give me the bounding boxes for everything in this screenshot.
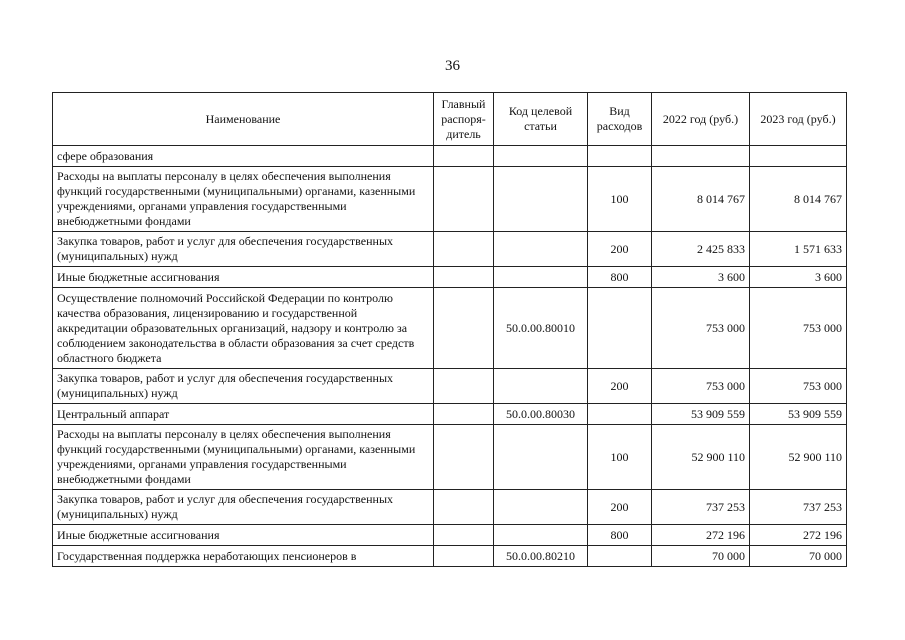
cell-name: Расходы на выплаты персоналу в целях обеспечения выполнения функций государственными (муниципальными) органами, казенными учреждениями, органами управления государственными внебюджетными фондами <box>53 425 434 490</box>
cell-code: 50.0.00.80010 <box>494 288 588 369</box>
cell-code <box>494 490 588 525</box>
cell-2023: 53 909 559 <box>750 404 847 425</box>
cell-admin <box>434 404 494 425</box>
cell-type: 100 <box>588 167 652 232</box>
cell-name: Государственная поддержка неработающих пенсионеров в <box>53 546 434 567</box>
cell-admin <box>434 232 494 267</box>
cell-2023 <box>750 146 847 167</box>
cell-admin <box>434 146 494 167</box>
cell-2023: 753 000 <box>750 288 847 369</box>
cell-name: Расходы на выплаты персоналу в целях обеспечения выполнения функций государственными (муниципальными) органами, казенными учреждениями, органами управления государственными внебюджетными фондами <box>53 167 434 232</box>
cell-2023: 737 253 <box>750 490 847 525</box>
cell-name: Закупка товаров, работ и услуг для обеспечения государственных (муниципальных) нужд <box>53 232 434 267</box>
header-2023: 2023 год (руб.) <box>750 93 847 146</box>
page-number: 36 <box>445 58 460 74</box>
cell-2023: 52 900 110 <box>750 425 847 490</box>
cell-2022: 753 000 <box>652 288 750 369</box>
budget-table <box>52 92 847 567</box>
cell-type: 200 <box>588 490 652 525</box>
cell-code <box>494 525 588 546</box>
cell-2022: 3 600 <box>652 267 750 288</box>
header-type: Вид расходов <box>588 93 652 146</box>
cell-type: 200 <box>588 369 652 404</box>
cell-code: 50.0.00.80210 <box>494 546 588 567</box>
cell-admin <box>434 267 494 288</box>
table-row <box>53 288 847 369</box>
cell-2022: 8 014 767 <box>652 167 750 232</box>
table-row <box>53 267 847 288</box>
table-row <box>53 369 847 404</box>
table-header-row <box>53 93 847 146</box>
cell-2022: 272 196 <box>652 525 750 546</box>
table-row <box>53 232 847 267</box>
table-row <box>53 490 847 525</box>
cell-type: 800 <box>588 525 652 546</box>
cell-type <box>588 546 652 567</box>
cell-2023: 753 000 <box>750 369 847 404</box>
cell-2022 <box>652 146 750 167</box>
table-row <box>53 167 847 232</box>
cell-admin <box>434 546 494 567</box>
header-code: Код целевой статьи <box>494 93 588 146</box>
cell-type <box>588 288 652 369</box>
cell-code <box>494 146 588 167</box>
cell-name: Иные бюджетные ассигнования <box>53 267 434 288</box>
cell-admin <box>434 425 494 490</box>
cell-2022: 737 253 <box>652 490 750 525</box>
cell-name: Осуществление полномочий Российской Федерации по контролю качества образования, лицензированию и государственной аккредитации образовательных организаций, надзору и контролю за соблюдением законодательства в области образования за счет средств областного бюджета <box>53 288 434 369</box>
cell-code: 50.0.00.80030 <box>494 404 588 425</box>
table-row <box>53 404 847 425</box>
cell-2023: 3 600 <box>750 267 847 288</box>
cell-code <box>494 232 588 267</box>
cell-name: Центральный аппарат <box>53 404 434 425</box>
header-name: Наименование <box>53 93 434 146</box>
cell-2022: 70 000 <box>652 546 750 567</box>
cell-type <box>588 146 652 167</box>
cell-code <box>494 167 588 232</box>
cell-2023: 70 000 <box>750 546 847 567</box>
cell-name: Закупка товаров, работ и услуг для обеспечения государственных (муниципальных) нужд <box>53 490 434 525</box>
cell-type: 100 <box>588 425 652 490</box>
cell-code <box>494 425 588 490</box>
cell-code <box>494 369 588 404</box>
table-row <box>53 425 847 490</box>
cell-name: Иные бюджетные ассигнования <box>53 525 434 546</box>
cell-name: Закупка товаров, работ и услуг для обеспечения государственных (муниципальных) нужд <box>53 369 434 404</box>
cell-2022: 2 425 833 <box>652 232 750 267</box>
header-admin: Главный распоря-дитель <box>434 93 494 146</box>
cell-2022: 52 900 110 <box>652 425 750 490</box>
cell-admin <box>434 167 494 232</box>
cell-admin <box>434 288 494 369</box>
header-2022: 2022 год (руб.) <box>652 93 750 146</box>
table-row <box>53 146 847 167</box>
cell-2023: 1 571 633 <box>750 232 847 267</box>
cell-code <box>494 267 588 288</box>
cell-admin <box>434 490 494 525</box>
cell-admin <box>434 369 494 404</box>
cell-admin <box>434 525 494 546</box>
cell-type: 800 <box>588 267 652 288</box>
cell-2022: 753 000 <box>652 369 750 404</box>
cell-type <box>588 404 652 425</box>
cell-name: сфере образования <box>53 146 434 167</box>
table-row <box>53 525 847 546</box>
cell-2023: 272 196 <box>750 525 847 546</box>
cell-type: 200 <box>588 232 652 267</box>
cell-2023: 8 014 767 <box>750 167 847 232</box>
cell-2022: 53 909 559 <box>652 404 750 425</box>
table-row <box>53 546 847 567</box>
